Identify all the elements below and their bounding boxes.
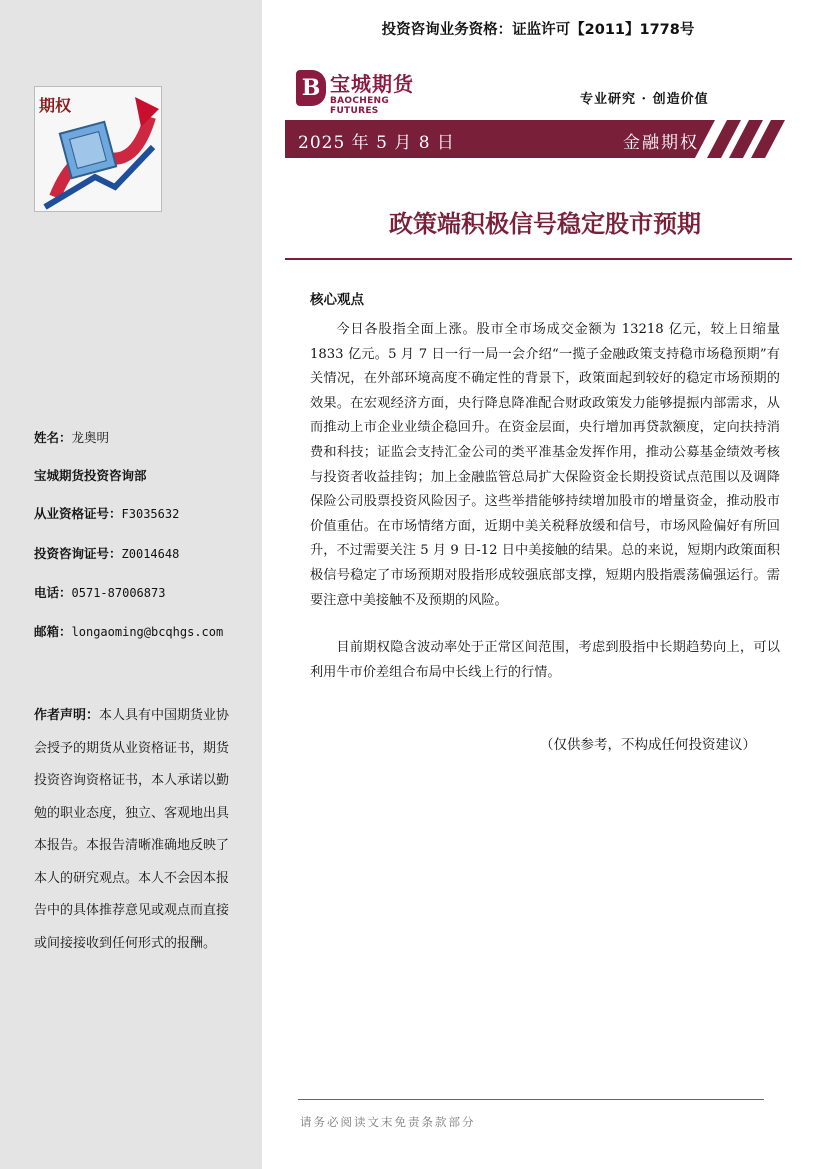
email-row [34,622,223,640]
title-divider [285,258,792,260]
report-category: 金融期权 [623,133,699,153]
footer-divider [298,1099,764,1100]
company-logo [296,68,436,116]
advisory-label: 投资咨询证号： [34,546,122,561]
logo-english-name: BAOCHENG FUTURES [330,96,390,116]
cert-label: 从业资格证号： [34,506,122,521]
email-value[interactable]: longaoming@bcqhgs.com [71,625,224,639]
slogan: 专业研究 · 创造价值 [580,92,709,107]
cert-value: F3035632 [121,507,180,521]
cover-image [34,86,162,212]
author-name: 龙奥明 [71,430,110,445]
declaration-label: 作者声明： [34,708,100,723]
investment-disclaimer: （仅供参考，不构成任何投资建议） [540,737,756,753]
email-label: 邮箱： [34,624,72,639]
report-date: 2025 年 5 月 8 日 [298,133,455,153]
cover-tag: 期权 [39,96,72,115]
paragraph-2: 目前期权隐含波动率处于正常区间范围，考虑到股指中长期趋势向上，可以利用牛市价差组合布局中长线上行的行情。 [310,640,780,680]
phone-value: 0571-87006873 [71,586,166,600]
license-line: 投资咨询业务资格：证监许可【2011】1778号 [381,22,695,38]
footer-note: 请务必阅读文末免责条款部分 [300,1115,476,1129]
advisory-value: Z0014648 [121,547,180,561]
logo-mark: B [296,70,326,106]
phone-row [34,583,165,601]
author-declaration [34,700,239,960]
paragraph-1: 今日各股指全面上涨。股市全市场成交金额为 13218 亿元，较上日缩量 1833 亿元。5 月 7 日一行一局一会介绍“一揽子金融政策支持稳市场稳预期”有关情况，在外部环境高度不确定性的背景下，政策面起到较好的稳定市场预期的效果。在宏观经济方面，央行降息降准配合财政政策发力能够提振内部需求，从而推动上市企业业绩企稳回升。在资金层面，央行增加再贷款额度，定向扶持消费和科技；证监会支持汇金公司的类平准基金发挥作用，推动公募基金绩效考核与投资者收益挂钩；加上金融监管总局扩大保险资金长期投资试点范围以及调降保险公司股票投资风险因子。这些举措能够持续增加股市的增量资金，推动股市价值重估。在市场情绪方面，近期中美关税释放缓和信号，市场风险偏好有所回升，不过需要关注 5 月 9 日-12 日中美接触的结果。总的来说，短期内政策面积极信号稳定了市场预期对股指形成较强底部支撑，短期内股指震荡偏强运行。需要注意中美接触不及预期的风险。 [310,322,780,608]
cert-row [34,504,179,522]
declaration-text: 本人具有中国期货业协会授予的期货从业资格证书，期货投资咨询资格证书，本人承诺以勤勉的职业态度，独立、客观地出具本报告。本报告清晰准确地反映了本人的研究观点。本人不会因本报告中的具体推荐意见或观点而直接或间接接收到任何形式的报酬。 [34,708,230,951]
logo-chinese-name: 宝城期货 [330,72,414,96]
author-dept-row [34,466,147,484]
report-title: 政策端积极信号稳定股市预期 [389,210,701,238]
author-name-row [34,428,109,446]
advisory-row [34,544,179,562]
phone-label: 电话： [34,585,72,600]
author-name-label: 姓名： [34,430,72,445]
author-dept: 宝城期货投资咨询部 [34,468,147,483]
section-heading: 核心观点 [310,292,364,308]
